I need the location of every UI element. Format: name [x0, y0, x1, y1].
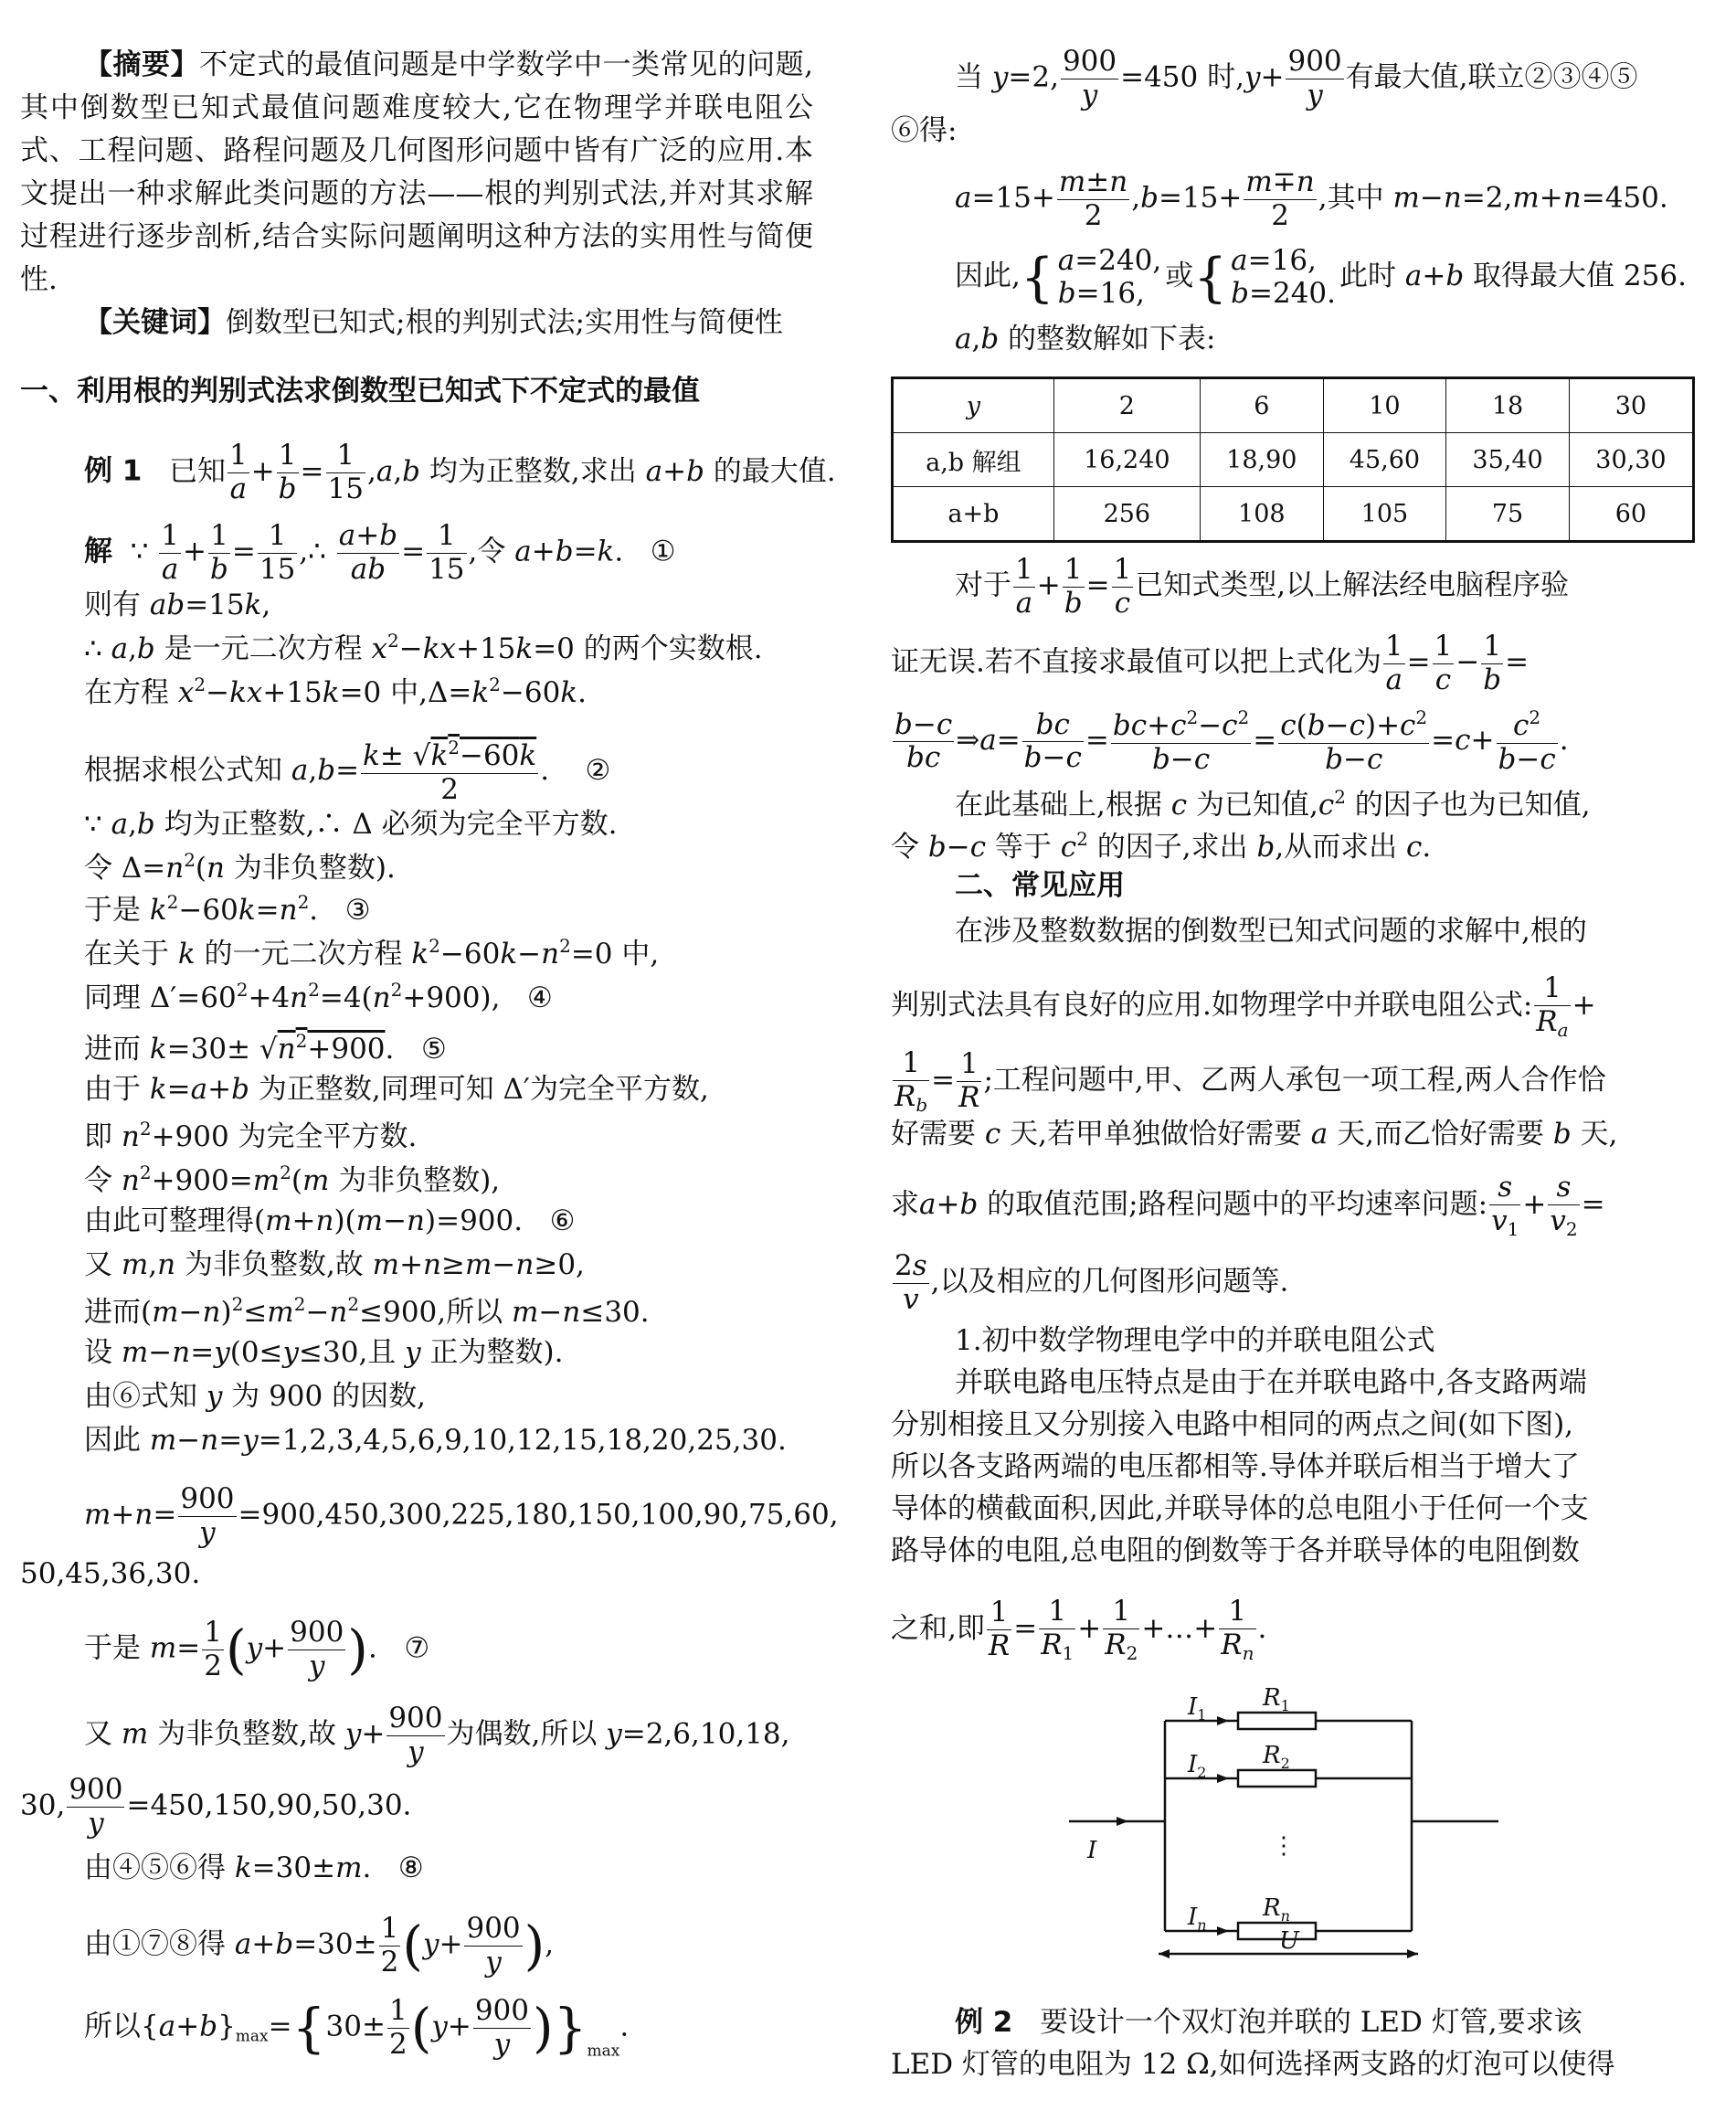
label-in: $I_n$: [1188, 1904, 1207, 1934]
label-i1: $I_1$: [1188, 1693, 1207, 1724]
solution-step-12: 由于 k=a+b 为正整数,同理可知 Δ′为完全平方数,: [84, 1073, 709, 1106]
table-cell: 105: [1323, 487, 1446, 542]
table-cell: 30,30: [1569, 433, 1693, 487]
table-header-cell: 10: [1323, 378, 1446, 433]
right-line-9: 在此基础上,根据 c 为已知值$,c^2$ 的因子也为已知值,: [955, 786, 1591, 822]
example1-line: [20, 423, 836, 505]
solution-step-6: ∵ a,b 均为正整数,∴ Δ 必须为完全平方数.: [84, 808, 618, 841]
table-cell: 35,40: [1446, 433, 1570, 487]
solution-step-11: 进而 $k=30\pm √n^2+900$. ⑤: [84, 1030, 447, 1066]
solution-step-22: 50,45,36,30.: [20, 1557, 201, 1590]
solution-label: 解: [84, 535, 112, 568]
solution-step-5: 根据求根公式知 a,b= $\frac{k\pm √k^2-60k}{2}$ . ②: [84, 737, 611, 806]
solution-step-8: 于是 $k^2-60k=n^2$. ③: [84, 891, 371, 927]
example2-label: 例 2: [955, 2006, 1013, 2039]
table-header-cell: 18: [1446, 378, 1570, 433]
table-cell: a,b 解组: [893, 433, 1054, 487]
resistor-r2: [1238, 1770, 1316, 1787]
right-column: [891, 44, 1695, 1689]
subsection1-text: 所以各支路两端的电压都相等.导体并联后相当于增大了: [891, 1450, 1580, 1483]
arrow-icon: [1117, 1817, 1128, 1826]
solution-step-18: 设 m−n=y(0≤y≤30,且 y 正为整数).: [84, 1336, 564, 1369]
section2-line-3: $\frac{1}{R_b}$ = $\frac{1}{R}$ ;工程问题中,甲、乙两人承包一项工程,两人合作恰: [894, 1046, 1606, 1116]
section2-line-2: 判别式法具有良好的应用.如物理学中并联电阻公式: $\frac{1}{R_a}$ +: [891, 971, 1596, 1041]
section2-line-4: 好需要 c 天,若甲单独做恰好需要 a 天,而乙恰好需要 b 天,: [891, 1118, 1618, 1151]
table-row: [893, 433, 1694, 487]
solution-step-21: m+n= $\frac{900}{y}$ =900,450,300,225,180,150,100,90,75,60,: [84, 1482, 839, 1549]
solution-step-24: 又 m 为非负整数,故 y+ $\frac{900}{y}$ 为偶数,所以 y=2,6,10,18,: [84, 1702, 790, 1768]
keywords-label: 【关键词】: [84, 306, 226, 339]
table-header-cell: 6: [1200, 378, 1323, 433]
example2-text: 要设计一个双灯泡并联的 LED 灯管,要求该: [1039, 2006, 1583, 2039]
resistor-r1: [1238, 1713, 1316, 1729]
table-cell: 45,60: [1323, 433, 1446, 487]
solution-step-17: 进而$(m-n)^2\le m^2-n^2\le 900$,所以 m−n≤30.: [84, 1293, 650, 1329]
label-rn: $R_n$: [1263, 1894, 1290, 1925]
solution-step-20: 因此 m−n=y=1,2,3,4,5,6,9,10,12,15,18,20,25,30.: [84, 1424, 787, 1457]
solution-step-9: 在关于 k 的一元二次方程 $k^2-60k-n^2=0$ 中,: [84, 935, 660, 971]
example2-text: LED 灯管的电阻为 12 Ω,如何选择两支路的灯泡可以使得: [891, 2048, 1615, 2081]
solution-step-28: 所以$\{a+b\}_{max}=\{30\pm$ $\frac{1}{2}$ (y+ $\frac{900}{y}$ )}$_{max}$.: [84, 1994, 630, 2061]
right-line-6: 对于 $\frac{1}{a}$ + $\frac{1}{b}$ = $\frac{1}{c}$ 已知式类型,以上解法经电脑程序验: [955, 553, 1570, 620]
table-cell: 60: [1569, 487, 1693, 542]
table-header-cell: 30: [1569, 378, 1693, 433]
label-dots: ⋮: [1272, 1832, 1296, 1860]
example2-line-1: [891, 2001, 1695, 2047]
subsection1-text: 并联电路电压特点是由于在并联电路中,各支路两端: [955, 1366, 1587, 1399]
right-line-1: 当 y=2, $\frac{900}{y}$ =450 时,y+ $\frac{900}{y}$ 有最大值,联立②③④⑤: [955, 45, 1638, 111]
solution-step-2: 则有 ab=15k,: [84, 589, 271, 621]
solution-step-4: 在方程 $x^2-kx+15k=0$ 中$,\Delta=k^2-60k$.: [84, 674, 587, 709]
section2-text: 在涉及整数数据的倒数型已知式问题的求解中,根的: [955, 915, 1587, 948]
parallel-circuit-diagram: [1060, 1680, 1526, 1963]
right-line-3: a=15+ $\frac{m\pm n}{2}$ ,b=15+ $\frac{m\mp n}{2}$ ,其中 m−n=2,m+n=450.: [955, 165, 1668, 232]
table-cell: 16,240: [1053, 433, 1200, 487]
subsection1-text: 导体的横截面积,因此,并联导体的总电阻小于任何一个支: [891, 1492, 1589, 1525]
resistor-rn: [1238, 1923, 1316, 1939]
arrow-icon: [1217, 1926, 1229, 1936]
arrow-icon: [1217, 1716, 1229, 1725]
right-line-4: 因此,{ a=240, b=16, 或{ a=16, b=240. 此时 a+b 取得最大值 256.: [955, 244, 1687, 310]
table-header-row: [893, 378, 1694, 433]
subsection1-text: 分别相接且又分别接入电路中相同的两点之间(如下图),: [891, 1408, 1574, 1441]
label-r1: $R_1$: [1263, 1684, 1290, 1714]
keywords-paragraph: [20, 302, 813, 345]
table-cell: 18,90: [1200, 433, 1323, 487]
solution-step-27: 由①⑦⑧得 a+b=30± $\frac{1}{2}$ (y+ $\frac{900}{y}$ ),: [84, 1912, 555, 1978]
section2-line-6: $\frac{2s}{v}$ ,以及相应的几何图形问题等.: [894, 1249, 1289, 1316]
table-cell: 108: [1200, 487, 1323, 542]
solution-step-3: ∴ a,b 是一元二次方程 $x^2-kx+15k=0$ 的两个实数根.: [84, 630, 763, 665]
solution-step-15: 由此可整理得(m+n)(m−n)=900. ⑥: [84, 1204, 576, 1237]
solution-step-7: 令 $\Delta=n^2(n$ 为非负整数).: [84, 849, 396, 885]
label-r2: $R_2$: [1263, 1742, 1290, 1772]
arrow-icon: [1407, 1949, 1418, 1958]
table-header-cell: y: [893, 378, 1054, 433]
section2-line-5: 求a+b 的取值范围;路程问题中的平均速率问题: $\frac{s}{v_1}$ + $\frac{s}{v_2}$ =: [891, 1171, 1605, 1240]
section1-title: 一、利用根的判别式法求倒数型已知式下不定式的最值: [20, 375, 700, 408]
section2-title: 二、常见应用: [955, 869, 1125, 902]
keywords-text: 倒数型已知式;根的判别式法;实用性与简便性: [226, 306, 783, 339]
table-cell: a+b: [893, 487, 1054, 542]
right-line-7: 证无误.若不直接求最值可以把上式化为 $\frac{1}{a}$ = $\frac{1}{c}$ − $\frac{1}{b}$ =: [891, 630, 1530, 696]
right-line-8: $\frac{b-c}{bc}$ ⇒a= $\frac{bc}{b-c}$ = $\frac{bc+c^2-c^2}{b-c}$ = $\frac{c(b-c)+c^2}{b-c}$ =c+ $\frac{c^2}{b-c}$ .: [894, 706, 1569, 776]
abstract-paragraph: [20, 44, 813, 302]
abstract-text: 不定式的最值问题是中学数学中一类常见的问题,其中倒数型已知式最值问题难度较大,它在物理学并联电阻公式、工程问题、路程问题及几何图形问题中皆有广泛的应用.本文提出一种求解此类问题的方法——根的判别式法,并对其求解过程进行逐步剖析,结合实际问题阐明这种方法的实用性与简便性.: [20, 48, 813, 296]
example1-label: 例 1: [84, 454, 143, 488]
subsection1-text: 路导体的电阻,总电阻的倒数等于各并联导体的电阻倒数: [891, 1534, 1580, 1567]
right-line-2: ⑥得:: [891, 114, 958, 147]
solution-step-14: 令 $n^2+900=m^2(m$ 为非负整数),: [84, 1162, 501, 1197]
label-u: U: [1279, 1927, 1299, 1955]
example2-block: [891, 2001, 1695, 2093]
subsection1-line-6: 之和,即 $\frac{1}{R}$ = $\frac{1}{R_1}$ + $\frac{1}{R_2}$ +…+ $\frac{1}{R_n}$ .: [891, 1595, 1267, 1664]
solution-step-10: 同理 $\Delta'=60^2+4n^2=4(n^2+900)$, ④: [84, 979, 553, 1014]
right-line-10: 令 b−c 等于 $c^2$ 的因子,求出 b,从而求出 c.: [891, 828, 1432, 864]
solution-step-26: 由④⑤⑥得 k=30±m. ⑧: [84, 1851, 424, 1884]
table-cell: 75: [1446, 487, 1570, 542]
solution-table: [891, 377, 1695, 543]
table-header-cell: 2: [1053, 378, 1200, 433]
solution-step-23: 于是 m= $\frac{1}{2}$ (y+ $\frac{900}{y}$ ). ⑦: [84, 1616, 430, 1682]
solution-step-19: 由⑥式知 y 为 900 的因数,: [84, 1380, 426, 1413]
arrow-icon: [1217, 1774, 1229, 1783]
table-cell: 256: [1053, 487, 1200, 542]
solution-step-13: 即 $n^2+900$ 为完全平方数.: [84, 1118, 418, 1153]
table-row: [893, 487, 1694, 542]
abstract-label: 【摘要】: [84, 48, 200, 81]
label-i2: $I_2$: [1188, 1751, 1207, 1781]
arrow-icon: [1159, 1949, 1170, 1958]
example1-text: 已知 $\frac{1}{a}$ + $\frac{1}{b}$ = $\frac{1}{15}$ ,a,b 均为正整数,求出 a+b 的最大值.: [151, 439, 836, 505]
solution-step-1: 解 ∵ $\frac{1}{a}$ + $\frac{1}{b}$ = $\frac{1}{15}$ ,∴ $\frac{a+b}{ab}$ = $\frac{1}{15}$ ,令 a+b=k. ①: [84, 519, 676, 586]
subsection1-title: 1.初中数学物理电学中的并联电阻公式: [955, 1324, 1435, 1357]
section2-line-1: [891, 915, 1695, 967]
example2-line-2: [891, 2047, 1695, 2093]
right-line-5: a,b 的整数解如下表:: [955, 323, 1216, 355]
solution-step-16: 又 m,n 为非负整数,故 m+n≥m−n≥0,: [84, 1248, 585, 1281]
solution-step-25: 30, $\frac{900}{y}$ =450,150,90,50,30.: [20, 1773, 412, 1840]
label-i: I: [1087, 1837, 1097, 1864]
left-column: [20, 44, 839, 2075]
